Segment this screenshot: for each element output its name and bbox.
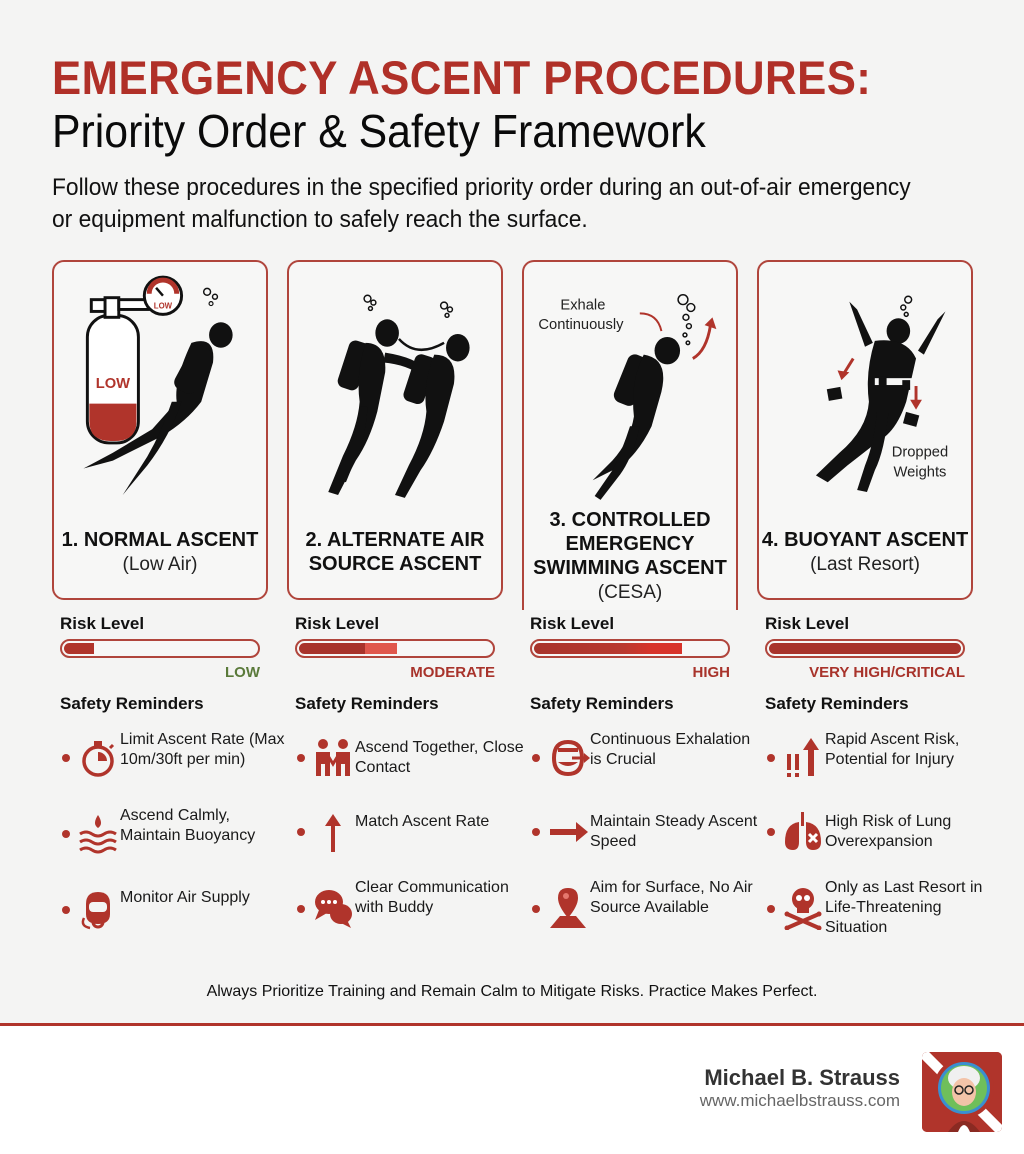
water-drop-waves-icon — [76, 812, 120, 856]
procedure-title: 4. BUOYANT ASCENT — [761, 529, 969, 551]
tagline: Always Prioritize Training and Remain Calm to Mitigate Risks. Practice Makes Perfect. — [206, 983, 818, 1000]
lungs-x-icon — [781, 810, 825, 854]
svg-text:Continuously: Continuously — [538, 317, 624, 334]
intro-paragraph: Follow these procedures in the specified priority order during an out-of-air emergency or equipment malfunction to safely reach the surface. — [52, 174, 911, 233]
author-name: Michael B. Strauss — [704, 1065, 900, 1090]
procedure-card-cesa — [522, 260, 738, 610]
reminder-text: Clear Communication with Buddy — [355, 879, 509, 916]
pressure-gauge-icon — [144, 277, 181, 314]
risk-level-bar — [765, 639, 965, 658]
procedure-card-alternate-air — [287, 260, 503, 600]
reminder-text: Limit Ascent Rate (Max 10m/30ft per min) — [120, 731, 285, 768]
risk-level-bar — [530, 639, 730, 658]
reminder-text: Ascend Together, Close Contact — [355, 739, 524, 776]
diver-low-air-illustration — [54, 262, 266, 512]
bullet-dot — [297, 905, 305, 913]
author-avatar — [922, 1052, 1002, 1132]
bullet-dot — [62, 830, 70, 838]
buddy-air-share-illustration — [289, 262, 501, 512]
procedure-title-line: 2. ALTERNATE AIR — [305, 529, 485, 551]
diver-dropping-weights-illustration — [759, 262, 971, 512]
risk-level-label: Risk Level — [765, 614, 850, 633]
risk-fill — [534, 643, 682, 654]
bullet-dot — [297, 754, 305, 762]
svg-text:Dropped: Dropped — [891, 444, 949, 461]
risk-value: HIGH — [692, 664, 730, 681]
risk-value: MODERATE — [410, 664, 495, 681]
air-tank-icon — [87, 298, 148, 443]
risk-fill — [299, 643, 365, 654]
mouth-exhale-icon — [546, 736, 590, 780]
risk-level-bar — [60, 639, 260, 658]
procedure-title: 1. NORMAL ASCENT — [61, 529, 259, 551]
arrow-right-icon — [546, 810, 590, 854]
svg-text:LOW: LOW — [95, 375, 131, 392]
risk-value: VERY HIGH/CRITICAL — [809, 664, 965, 681]
stopwatch-icon — [76, 736, 120, 780]
procedure-subtitle: (Last Resort) — [810, 554, 920, 575]
safety-reminders-title: Safety Reminders — [530, 694, 674, 713]
svg-text:LOW: LOW — [153, 301, 173, 311]
bullet-dot — [767, 754, 775, 762]
procedure-title-line: SWIMMING ASCENT — [533, 557, 727, 579]
safety-reminders-title: Safety Reminders — [765, 694, 909, 713]
reminder-text: High Risk of Lung Overexpansion — [825, 813, 952, 850]
procedure-subtitle: (Low Air) — [122, 554, 198, 575]
avatar-portrait-icon — [922, 1052, 1002, 1132]
bullet-dot — [532, 754, 540, 762]
bullet-dot — [62, 906, 70, 914]
reminder-text: Ascend Calmly, Maintain Buoyancy — [120, 807, 256, 844]
bullet-dot — [532, 905, 540, 913]
procedure-card-buoyant-ascent — [757, 260, 973, 600]
diver-silhouette — [593, 337, 680, 500]
safety-reminders-title: Safety Reminders — [295, 694, 439, 713]
bullet-dot — [62, 754, 70, 762]
diver-exhaling-illustration — [524, 262, 736, 512]
reminder-text: Match Ascent Rate — [355, 813, 490, 830]
dive-mask-regulator-icon — [76, 888, 120, 932]
buddy-pair-icon — [311, 736, 355, 780]
reminder-text: Monitor Air Supply — [120, 889, 250, 906]
warning-arrow-up-icon — [781, 736, 825, 780]
svg-text:Weights: Weights — [893, 464, 947, 481]
reminder-text: Only as Last Resort in Life-Threatening Situation — [825, 879, 983, 936]
risk-level-label: Risk Level — [530, 614, 615, 633]
bullet-dot — [532, 828, 540, 836]
risk-level-bar — [295, 639, 495, 658]
procedure-title-line: SOURCE ASCENT — [308, 553, 482, 575]
reminder-text: Maintain Steady Ascent Speed — [590, 813, 758, 850]
reminder-text: Rapid Ascent Risk, Potential for Injury — [825, 731, 960, 768]
risk-level-label: Risk Level — [60, 614, 145, 633]
author-url[interactable]: www.michaelbstrauss.com — [699, 1091, 900, 1110]
risk-fill — [64, 643, 94, 654]
map-pin-icon — [546, 886, 590, 930]
diver-silhouettes — [328, 319, 469, 498]
bullet-dot — [297, 828, 305, 836]
procedure-card-normal-ascent — [52, 260, 268, 600]
title-line-2: Priority Order & Safety Framework — [52, 105, 706, 157]
svg-text:Exhale: Exhale — [560, 297, 606, 314]
bullet-dot — [767, 828, 775, 836]
risk-level-label: Risk Level — [295, 614, 380, 633]
risk-fill — [769, 643, 961, 654]
safety-reminders-title: Safety Reminders — [60, 694, 204, 713]
skull-crossbones-icon — [781, 886, 825, 930]
chat-bubbles-icon — [311, 886, 355, 930]
title-line-1: EMERGENCY ASCENT PROCEDURES: — [52, 51, 872, 104]
risk-fill-highlight — [365, 643, 397, 654]
reminder-text: Continuous Exhalation is Crucial — [590, 731, 751, 768]
risk-value: LOW — [225, 664, 260, 681]
reminder-text: Aim for Surface, No Air Source Available — [590, 879, 753, 916]
bullet-dot — [767, 905, 775, 913]
procedure-subtitle: (CESA) — [597, 582, 663, 603]
arrow-up-icon — [311, 810, 355, 854]
procedure-title-line: EMERGENCY — [565, 533, 695, 555]
procedure-title-line: 3. CONTROLLED — [549, 509, 711, 531]
